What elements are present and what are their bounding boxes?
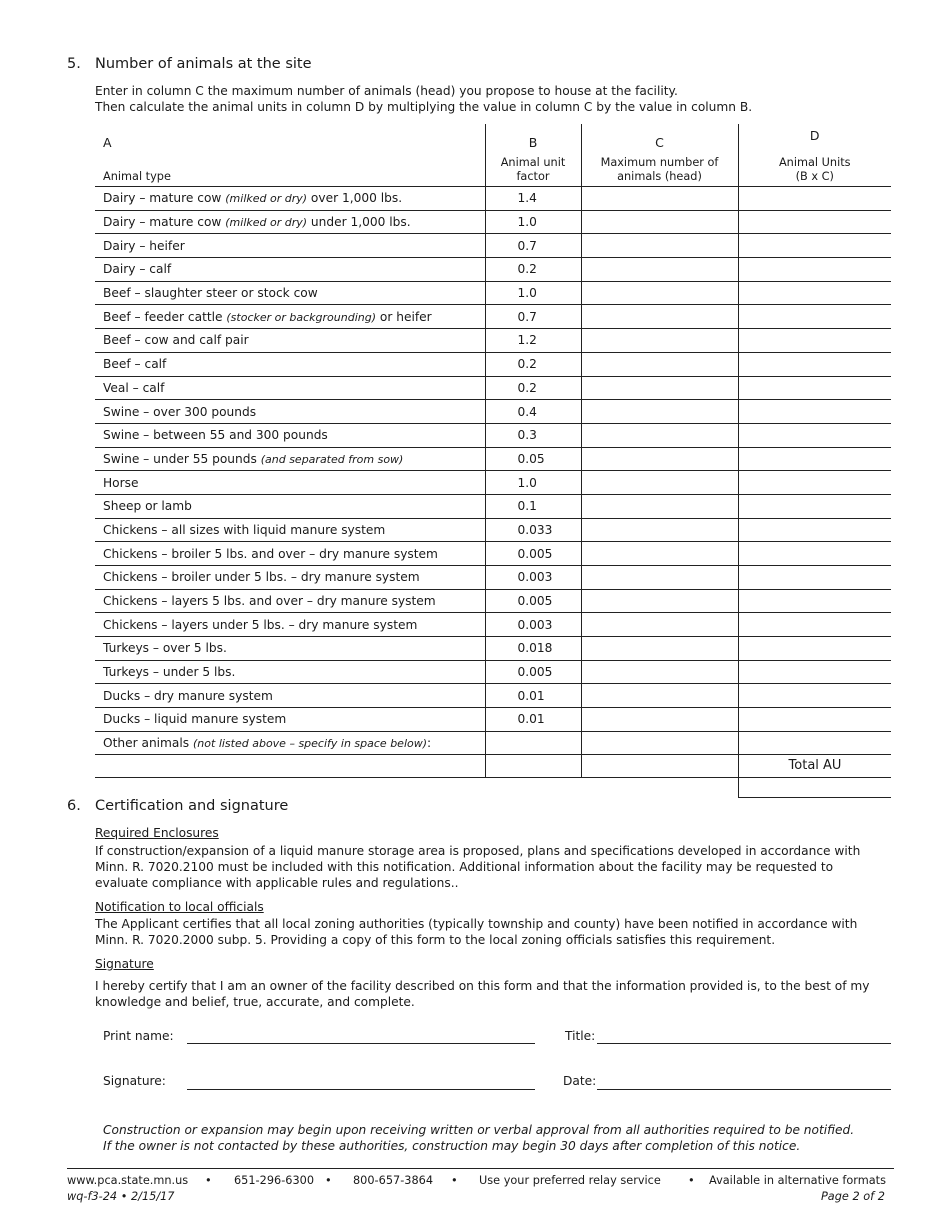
unit-factor-cell: 0.7 xyxy=(485,234,581,258)
table-row xyxy=(95,423,891,447)
title-field[interactable] xyxy=(597,1043,891,1044)
animal-type-cell xyxy=(95,305,485,329)
section-title: Number of animals at the site xyxy=(95,56,312,72)
column-letter-a: A xyxy=(103,135,112,150)
animal-type-text: Ducks – liquid manure system xyxy=(103,712,287,727)
animal-type-qualifier: (milked or dry) xyxy=(225,216,308,230)
animal-type-cell xyxy=(95,613,485,637)
table-row xyxy=(95,542,891,566)
animal-type-text: Chickens – all sizes with liquid manure system xyxy=(103,522,386,537)
total-au-label: Total AU xyxy=(788,758,842,773)
animal-type-cell xyxy=(95,281,485,305)
footer-bullet: • xyxy=(451,1174,458,1187)
unit-factor-cell: 0.005 xyxy=(485,660,581,684)
footer-bullet: • xyxy=(205,1174,212,1187)
animal-type-cell xyxy=(95,400,485,424)
max-animals-input[interactable] xyxy=(581,329,738,353)
animal-type-text: Chickens – broiler 5 lbs. and over – dry manure system xyxy=(103,546,438,561)
unit-factor-cell: 1.0 xyxy=(485,210,581,234)
max-animals-input[interactable] xyxy=(581,471,738,495)
unit-factor-cell: 0.01 xyxy=(485,708,581,732)
table-row xyxy=(95,305,891,329)
animal-type-cell xyxy=(95,352,485,376)
unit-factor-cell: 1.0 xyxy=(485,281,581,305)
max-animals-input[interactable] xyxy=(581,566,738,590)
animal-type-text: Turkeys – under 5 lbs. xyxy=(103,665,236,680)
other-max-animals-input[interactable] xyxy=(581,754,738,777)
unit-factor-cell: 0.005 xyxy=(485,589,581,613)
construction-note xyxy=(103,1122,854,1154)
section-6-heading xyxy=(67,798,288,814)
note-line: Construction or expansion may begin upon receiving written or verbal approval from all authorities required to be notified. xyxy=(103,1123,855,1137)
table-row xyxy=(95,352,891,376)
unit-factor-cell: 0.4 xyxy=(485,400,581,424)
animal-type-text: Veal – calf xyxy=(103,380,165,395)
animal-type-cell xyxy=(95,329,485,353)
unit-factor-cell: 0.7 xyxy=(485,305,581,329)
animal-units-input[interactable] xyxy=(738,352,891,376)
animal-type-cell xyxy=(95,637,485,661)
animal-units-input[interactable] xyxy=(738,400,891,424)
table-row xyxy=(95,447,891,471)
max-animals-input[interactable] xyxy=(581,613,738,637)
animal-type-text: Chickens – layers 5 lbs. and over – dry manure system xyxy=(103,594,436,609)
table-row xyxy=(95,281,891,305)
footer-relay: Use your preferred relay service xyxy=(479,1174,661,1187)
other-factor-input[interactable] xyxy=(485,754,581,777)
animal-type-text: Turkeys – over 5 lbs. xyxy=(103,641,227,656)
column-letter-row xyxy=(95,124,891,150)
table-row xyxy=(95,329,891,353)
animal-type-text: Dairy – heifer xyxy=(103,238,185,253)
animal-type-cell xyxy=(95,258,485,282)
animal-type-text: Chickens – layers under 5 lbs. – dry manure system xyxy=(103,617,418,632)
date-field[interactable] xyxy=(597,1089,891,1090)
signature-heading: Signature xyxy=(95,957,154,971)
other-animal-units-input[interactable] xyxy=(738,731,891,754)
animal-type-text: Swine – under 55 pounds xyxy=(103,451,261,466)
unit-factor-cell: 1.0 xyxy=(485,471,581,495)
animal-type-qualifier: (and separated from sow) xyxy=(260,452,404,466)
animal-type-cell xyxy=(95,542,485,566)
animal-type-cell xyxy=(95,376,485,400)
animal-type-cell xyxy=(95,708,485,732)
max-animals-input[interactable] xyxy=(581,376,738,400)
animal-units-input[interactable] xyxy=(738,447,891,471)
max-animals-input[interactable] xyxy=(581,589,738,613)
table-row xyxy=(95,210,891,234)
animal-type-text: Sheep or lamb xyxy=(103,499,192,514)
animal-units-input[interactable] xyxy=(738,210,891,234)
animal-type-text: Beef – feeder cattle xyxy=(103,309,227,324)
other-animals-cell xyxy=(95,731,485,754)
animal-type-text: Beef – cow and calf pair xyxy=(103,333,249,348)
header-unit-factor: Animal unit factor xyxy=(485,150,581,187)
animal-units-input[interactable] xyxy=(738,637,891,661)
animal-type-text: Swine – between 55 and 300 pounds xyxy=(103,428,328,443)
table-row xyxy=(95,518,891,542)
animal-units-input[interactable] xyxy=(738,187,891,211)
max-animals-input[interactable] xyxy=(581,210,738,234)
enclosures-text: If construction/expansion of a liquid manure storage area is proposed, plans and specifications developed in accordance with Minn. R. 7020.2100 must be included with this notification. Additional information about the facility may be requested to evaluate compliance with applicable rules and regulations.. xyxy=(95,844,861,890)
animal-type-text: Beef – slaughter steer or stock cow xyxy=(103,286,318,301)
table-row xyxy=(95,708,891,732)
max-animals-input[interactable] xyxy=(581,447,738,471)
animal-units-input[interactable] xyxy=(738,708,891,732)
unit-factor-cell: 0.2 xyxy=(485,352,581,376)
animal-units-input[interactable] xyxy=(738,542,891,566)
table-row xyxy=(95,684,891,708)
table-row xyxy=(95,566,891,590)
table-row xyxy=(95,471,891,495)
max-animals-input[interactable] xyxy=(581,684,738,708)
animal-type-cell xyxy=(95,423,485,447)
animal-units-input[interactable] xyxy=(738,660,891,684)
animal-type-text: Horse xyxy=(103,475,139,490)
unit-factor-cell: 0.2 xyxy=(485,376,581,400)
unit-factor-cell: 0.01 xyxy=(485,684,581,708)
instruction-line: Enter in column C the maximum number of animals (head) you propose to house at the facility. xyxy=(95,84,678,98)
other-animals-text: Other animals xyxy=(103,735,194,750)
header-max-animals: Maximum number of animals (head) xyxy=(581,150,738,187)
section-title: Certification and signature xyxy=(95,798,289,814)
unit-factor-cell: 0.2 xyxy=(485,258,581,282)
max-animals-input[interactable] xyxy=(581,305,738,329)
animal-units-table xyxy=(95,124,891,778)
signature-label: Signature: xyxy=(103,1074,166,1088)
footer-website: www.pca.state.mn.us xyxy=(67,1174,189,1187)
animal-type-qualifier: (milked or dry) xyxy=(225,192,308,206)
animal-type-cell xyxy=(95,187,485,211)
header-animal-type: Animal type xyxy=(95,150,485,187)
date-label: Date: xyxy=(563,1074,597,1088)
column-header-row xyxy=(95,150,891,187)
note-line: If the owner is not contacted by these authorities, construction may begin 30 days after completion of this notice. xyxy=(103,1139,801,1153)
unit-factor-cell: 1.2 xyxy=(485,329,581,353)
animal-units-input[interactable] xyxy=(738,376,891,400)
max-animals-input[interactable] xyxy=(581,423,738,447)
table-row xyxy=(95,637,891,661)
animal-type-cell xyxy=(95,518,485,542)
max-animals-input[interactable] xyxy=(581,281,738,305)
footer-phone-2: 800-657-3864 xyxy=(353,1174,434,1187)
section-5-heading xyxy=(67,56,312,72)
column-letter-d: D xyxy=(738,124,891,150)
officials-text: The Applicant certifies that all local zoning authorities (typically township and county) have been notified in accordance with Minn. R. 7020.2000 subp. 5. Providing a copy of this form to the local zoning officials satisfies this requirement. xyxy=(95,917,858,947)
animal-type-text: Swine – over 300 pounds xyxy=(103,404,257,419)
print-name-label: Print name: xyxy=(103,1029,174,1043)
table-row xyxy=(95,258,891,282)
footer-form-id: wq-f3-24 • 2/15/17 xyxy=(67,1190,175,1203)
footer-formats: Available in alternative formats xyxy=(709,1174,886,1187)
animal-type-cell xyxy=(95,660,485,684)
unit-factor-cell: 0.3 xyxy=(485,423,581,447)
animal-type-text: Chickens – broiler under 5 lbs. – dry manure system xyxy=(103,570,420,585)
max-animals-input[interactable] xyxy=(581,708,738,732)
max-animals-input[interactable] xyxy=(581,660,738,684)
animal-units-input[interactable] xyxy=(738,566,891,590)
footer-divider xyxy=(67,1168,894,1169)
footer-bullet: • xyxy=(325,1174,332,1187)
total-au-cell[interactable] xyxy=(738,752,891,798)
signature-field[interactable] xyxy=(187,1089,535,1090)
animal-type-cell xyxy=(95,589,485,613)
table-row xyxy=(95,613,891,637)
animal-units-input[interactable] xyxy=(738,518,891,542)
section-number: 6. xyxy=(67,798,81,814)
table-row xyxy=(95,376,891,400)
animal-units-input[interactable] xyxy=(738,589,891,613)
unit-factor-cell: 0.018 xyxy=(485,637,581,661)
table-row xyxy=(95,494,891,518)
table-row xyxy=(95,400,891,424)
table-row xyxy=(95,589,891,613)
unit-factor-cell: 0.1 xyxy=(485,494,581,518)
animal-units-input[interactable] xyxy=(738,281,891,305)
max-animals-input[interactable] xyxy=(581,234,738,258)
enclosures-heading: Required Enclosures xyxy=(95,826,219,840)
unit-factor-cell: 0.003 xyxy=(485,566,581,590)
animal-units-input[interactable] xyxy=(738,234,891,258)
animal-units-input[interactable] xyxy=(738,258,891,282)
max-animals-input[interactable] xyxy=(581,542,738,566)
animal-type-text: Ducks – dry manure system xyxy=(103,688,273,703)
header-animal-units: Animal Units (B x C) xyxy=(738,150,891,187)
unit-factor-cell: 1.4 xyxy=(485,187,581,211)
animal-type-text: Dairy – calf xyxy=(103,262,172,277)
other-max-animals-input[interactable] xyxy=(581,731,738,754)
animal-type-cell xyxy=(95,684,485,708)
max-animals-input[interactable] xyxy=(581,494,738,518)
animal-units-input[interactable] xyxy=(738,305,891,329)
title-label: Title: xyxy=(565,1029,596,1043)
unit-factor-cell: 0.005 xyxy=(485,542,581,566)
footer-page-number: Page 2 of 2 xyxy=(821,1190,885,1203)
other-animal-type-input[interactable] xyxy=(95,754,485,777)
max-animals-input[interactable] xyxy=(581,518,738,542)
unit-factor-cell: 0.033 xyxy=(485,518,581,542)
animal-units-input[interactable] xyxy=(738,494,891,518)
animal-type-text: or heifer xyxy=(376,309,432,324)
instruction-line: Then calculate the animal units in column D by multiplying the value in column C by the value in column B. xyxy=(95,100,753,114)
print-name-field[interactable] xyxy=(187,1043,535,1044)
other-factor-input[interactable] xyxy=(485,731,581,754)
table-row xyxy=(95,234,891,258)
animal-type-cell xyxy=(95,566,485,590)
other-animals-qualifier: (not listed above – specify in space below) xyxy=(193,736,428,750)
animal-units-input[interactable] xyxy=(738,471,891,495)
animal-units-input[interactable] xyxy=(738,684,891,708)
max-animals-input[interactable] xyxy=(581,187,738,211)
animal-type-cell xyxy=(95,447,485,471)
animal-units-input[interactable] xyxy=(738,613,891,637)
table-row xyxy=(95,187,891,211)
max-animals-input[interactable] xyxy=(581,400,738,424)
max-animals-input[interactable] xyxy=(581,258,738,282)
unit-factor-cell: 0.05 xyxy=(485,447,581,471)
section-number: 5. xyxy=(67,56,81,72)
animal-type-cell xyxy=(95,234,485,258)
animal-type-text: Dairy – mature cow xyxy=(103,191,226,206)
section-5-instructions xyxy=(95,83,752,115)
other-animals-text: : xyxy=(427,735,432,750)
footer-phone-1: 651-296-6300 xyxy=(234,1174,315,1187)
animal-type-text: Dairy – mature cow xyxy=(103,215,226,230)
table-row xyxy=(95,660,891,684)
animal-units-input[interactable] xyxy=(738,329,891,353)
animal-type-text: under 1,000 lbs. xyxy=(307,215,411,230)
other-animals-row xyxy=(95,731,891,754)
column-letter-b: B xyxy=(485,124,581,150)
animal-type-cell xyxy=(95,471,485,495)
signature-text: I hereby certify that I am an owner of the facility described on this form and that the information provided is, to the best of my knowledge and belief, true, accurate, and complete. xyxy=(95,979,870,1009)
footer-bullet: • xyxy=(688,1174,695,1187)
officials-heading: Notification to local officials xyxy=(95,900,264,914)
animal-type-text: over 1,000 lbs. xyxy=(307,191,403,206)
unit-factor-cell: 0.003 xyxy=(485,613,581,637)
max-animals-input[interactable] xyxy=(581,637,738,661)
max-animals-input[interactable] xyxy=(581,352,738,376)
column-letter-c: C xyxy=(581,124,738,150)
animal-type-cell xyxy=(95,210,485,234)
animal-units-input[interactable] xyxy=(738,423,891,447)
animal-type-text: Beef – calf xyxy=(103,357,167,372)
animal-type-qualifier: (stocker or backgrounding) xyxy=(226,310,377,324)
animal-type-cell xyxy=(95,494,485,518)
